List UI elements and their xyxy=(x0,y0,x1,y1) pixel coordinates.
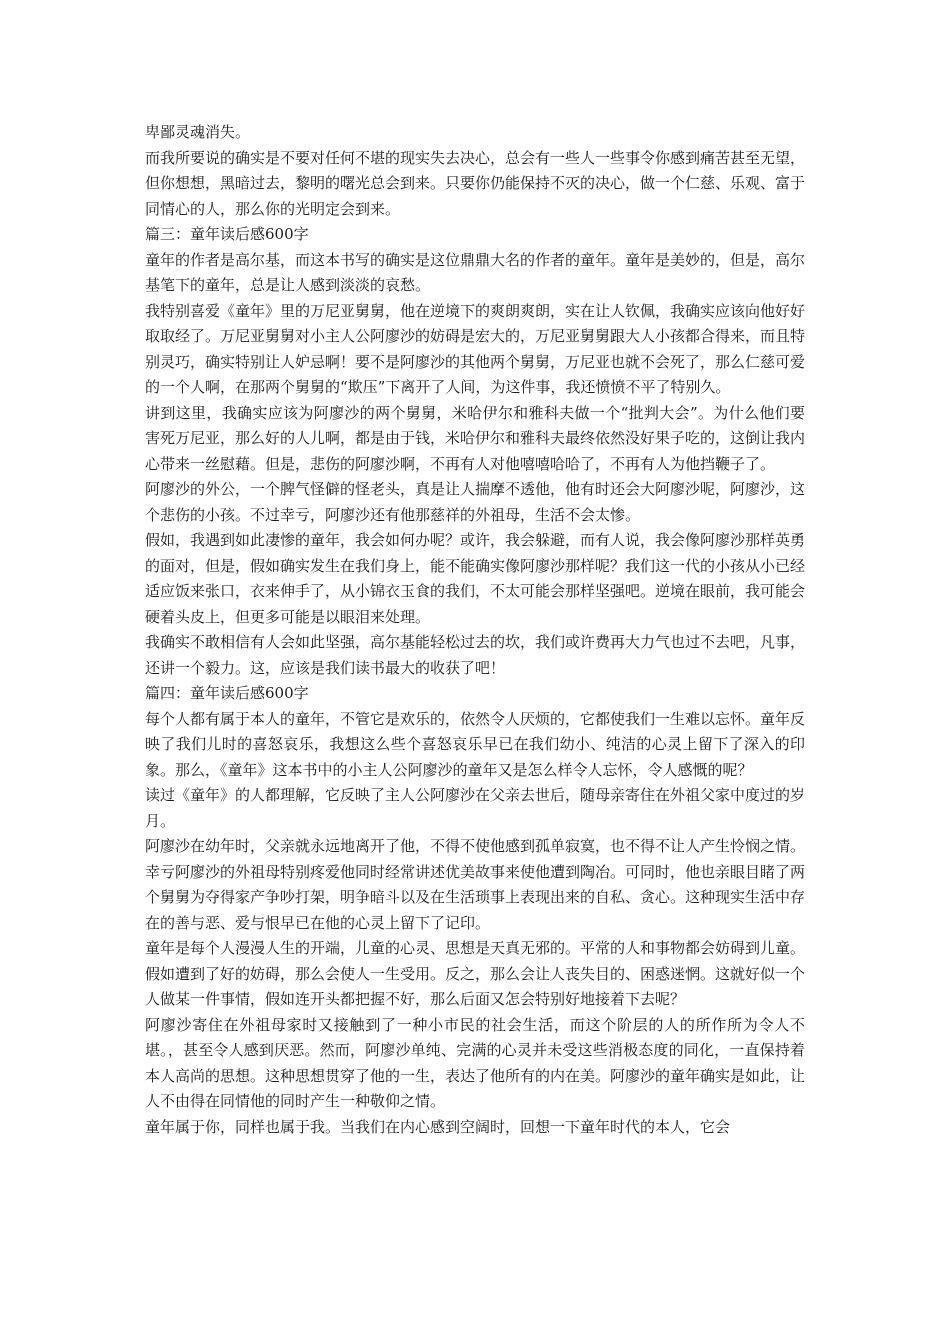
paragraph: 童年的作者是高尔基，而这本书写的确实是这位鼎鼎大名的作者的童年。童年是美妙的，但是，高尔基笔下的童年，总是让人感到淡淡的哀愁。 xyxy=(145,250,806,294)
section-heading: 篇四：童年读后感600字 xyxy=(145,684,309,702)
paragraph: 而我所要说的确实是不要对任何不堪的现实失去决心，总会有一些人一些事令你感到痛苦甚至无望，但你想想，黑暗过去，黎明的曙光总会到来。只要你仍能保持不灭的决心，做一个仁慈、乐观、富于同情心的人，那么你的光明定会到来。 xyxy=(145,148,806,218)
paragraph: 我特别喜爱《童年》里的万尼亚舅舅，他在逆境下的爽朗爽朗，实在让人钦佩，我确实应该向他好好取取经了。万尼亚舅舅对小主人公阿廖沙的妨碍是宏大的，万尼亚舅舅跟大人小孩都合得来，而且特别灵巧，确实特别让人妒忌啊！要不是阿廖沙的其他两个舅舅，万尼亚也就不会死了，那么仁慈可爱的一个人啊，在那两个舅舅的“欺压”下离开了人间，为这件事，我还愤愤不平了特别久。 xyxy=(145,301,806,396)
paragraph: 假如，我遇到如此凄惨的童年，我会如何办呢？或许，我会躲避，而有人说，我会像阿廖沙那样英勇的面对，但是，假如确实发生在我们身上，能不能确实像阿廖沙那样呢？我们这一代的小孩从小已经适应饭来张口，衣来伸手了，从小锦衣玉食的我们，不太可能会那样坚强吧。逆境在眼前，我可能会硬着头皮上，但更多可能是以眼泪来处理。 xyxy=(145,531,806,626)
paragraph: 阿廖沙的外公，一个脾气怪僻的怪老头，真是让人揣摩不透他，他有时还会大阿廖沙呢，阿廖沙，这个悲伤的小孩。不过幸亏，阿廖沙还有他那慈祥的外祖母，生活不会太惨。 xyxy=(145,480,806,524)
paragraph: 我确实不敢相信有人会如此坚强，高尔基能轻松过去的坎，我们或许费再大力气也过不去吧，凡事，还讲一个毅力。这，应该是我们读书最大的收获了吧！ xyxy=(145,633,806,677)
paragraph: 童年是每个人漫漫人生的开端，儿童的心灵、思想是天真无邪的。平常的人和事物都会妨碍到儿童。假如遭到了好的妨碍，那么会使人一生受用。反之，那么会让人丧失目的、困惑迷惘。这就好似一个人做某一件事情，假如连开头都把握不好，那么后面又怎会特别好地接着下去呢？ xyxy=(145,939,806,1008)
paragraph: 讲到这里，我确实应该为阿廖沙的两个舅舅，米哈伊尔和雅科夫做一个“批判大会”。为什么他们要害死万尼亚，那么好的人儿啊，都是由于钱，米哈伊尔和雅科夫最终依然没好果子吃的，这倒让我内心带来一丝慰藉。但是，悲伤的阿廖沙啊，不再有人对他嘻嘻哈哈了，不再有人为他挡鞭子了。 xyxy=(145,403,806,473)
paragraph: 每个人都有属于本人的童年，不管它是欢乐的，依然令人厌烦的，它都使我们一生难以忘怀。童年反映了我们儿时的喜怒哀乐，我想这么些个喜怒哀乐早已在我们幼小、纯洁的心灵上留下了深入的印象。那么，《童年》这本书中的小主人公阿廖沙的童年又是怎么样令人忘怀，令人感慨的呢？ xyxy=(145,709,806,779)
paragraph: 童年属于你，同样也属于我。当我们在内心感到空阔时，回想一下童年时代的本人，它会 xyxy=(145,1117,731,1136)
paragraph: 卑鄙灵魂消失。 xyxy=(145,123,251,141)
paragraph: 阿廖沙寄住在外祖母家时又接触到了一种小市民的社会生活，而这个阶层的人的所作所为令人不堪。，甚至令人感到厌恶。然而，阿廖沙单纯、完满的心灵并未受这些消极态度的同化，一直保持着本人高尚的思想。这种思想贯穿了他的一生，表达了他所有的内在美。阿廖沙的童年确实是如此，让人不由得在同情他的同时产生一种敬仰之情。 xyxy=(145,1015,806,1110)
paragraph: 阿廖沙在幼年时，父亲就永远地离开了他，不得不使他感到孤单寂寞，也不得不让人产生怜悯之情。幸亏阿廖沙的外祖母特别疼爱他同时经常讲述优美故事来使他遭到陶冶。可同时，他也亲眼目睹了两个舅舅为夺得家产争吵打架，明争暗斗以及在生活琐事上表现出来的自私、贪心。这种现实生活中存在的善与恶、爱与恨早已在他的心灵上留下了记印。 xyxy=(145,837,806,932)
document-body xyxy=(145,120,805,1140)
section-heading: 篇三：童年读后感600字 xyxy=(145,225,309,243)
paragraph: 读过《童年》的人都理解，它反映了主人公阿廖沙在父亲去世后，随母亲寄住在外祖父家中度过的岁月。 xyxy=(145,786,806,830)
